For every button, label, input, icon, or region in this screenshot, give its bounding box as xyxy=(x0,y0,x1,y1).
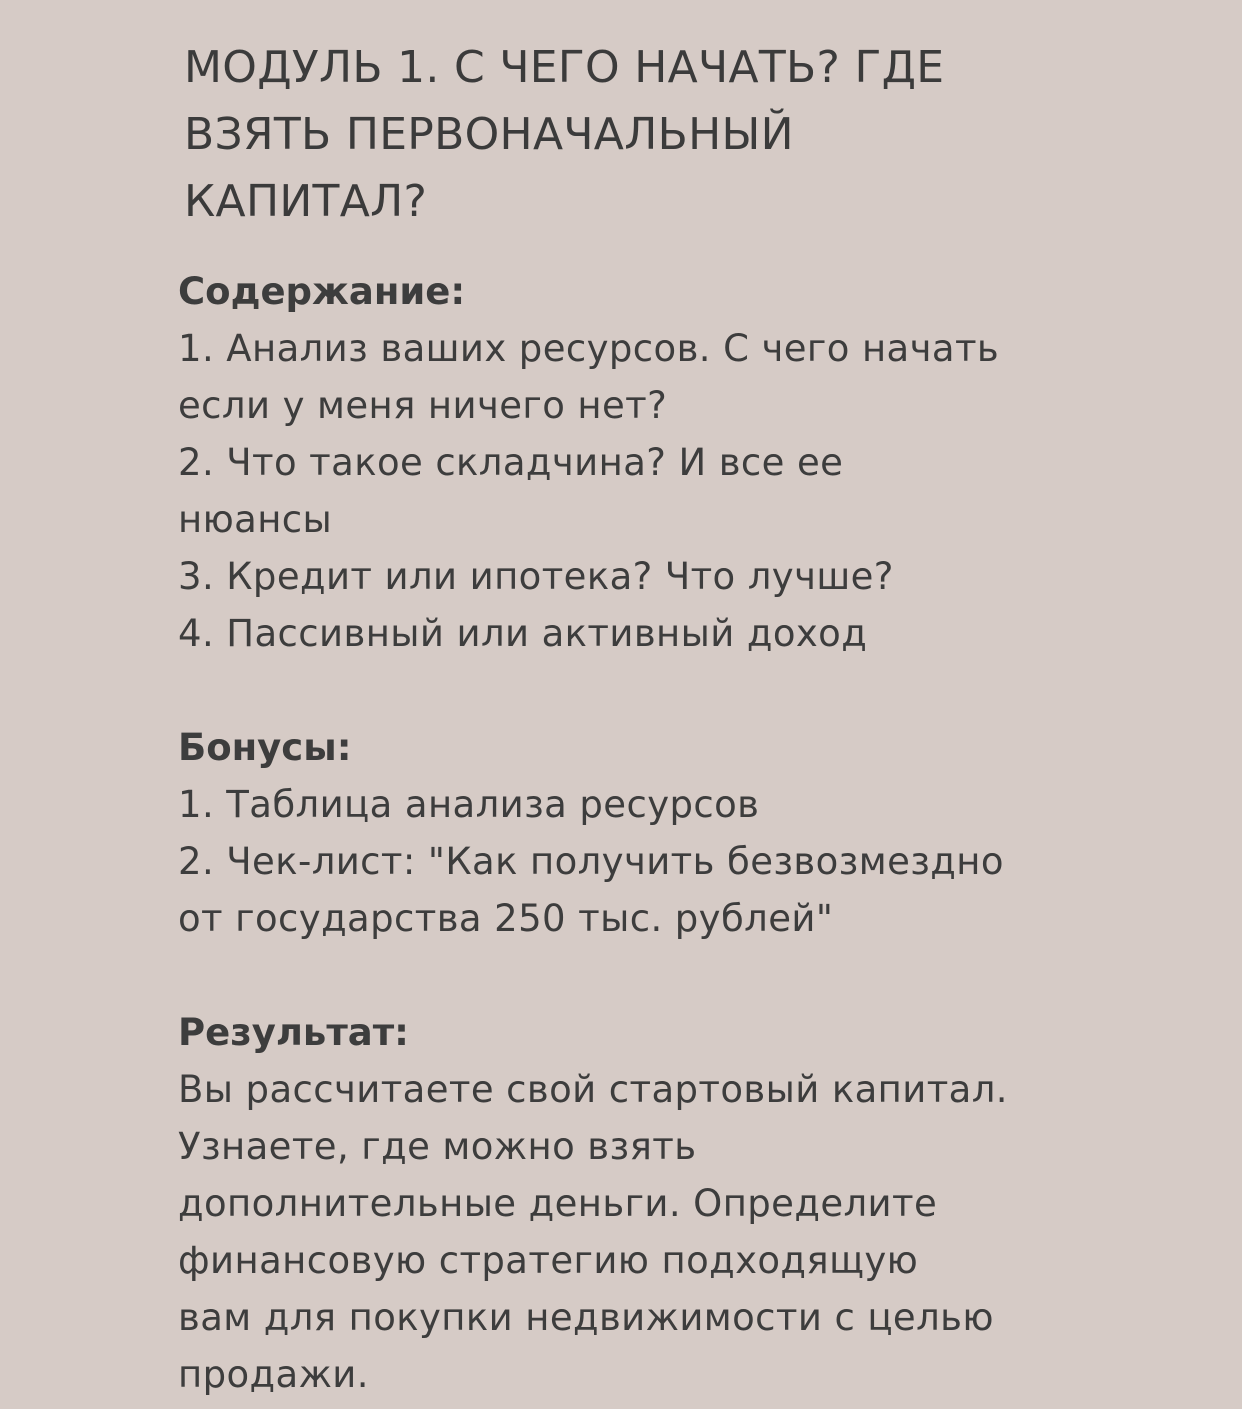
module-title-line: КАПИТАЛ? xyxy=(184,176,428,227)
bonus-line: 1. Таблица анализа ресурсов xyxy=(178,783,760,826)
contents-section xyxy=(178,263,1098,662)
contents-line: 1. Анализ ваших ресурсов. С чего начать xyxy=(178,327,1000,370)
section-spacer xyxy=(178,662,1098,719)
bonus-line: 2. Чек-лист: "Как получить безвозмездно xyxy=(178,840,1004,883)
result-section xyxy=(178,1004,1098,1403)
contents-line: 4. Пассивный или активный доход xyxy=(178,612,868,655)
section-spacer xyxy=(178,947,1098,1004)
module-title xyxy=(184,34,1104,235)
contents-line: 3. Кредит или ипотека? Что лучше? xyxy=(178,555,894,598)
result-line: Вы рассчитаете свой стартовый капитал. xyxy=(178,1068,1008,1111)
contents-line: нюансы xyxy=(178,498,333,541)
result-line: вам для покупки недвижимости с целью xyxy=(178,1296,994,1339)
contents-line: если у меня ничего нет? xyxy=(178,384,668,427)
module-title-line: ВЗЯТЬ ПЕРВОНАЧАЛЬНЫЙ xyxy=(184,109,794,160)
result-line: финансовую стратегию подходящую xyxy=(178,1239,919,1282)
result-line: дополнительные деньги. Определите xyxy=(178,1182,938,1225)
contents-heading: Содержание: xyxy=(178,270,466,313)
contents-line: 2. Что такое складчина? И все ее xyxy=(178,441,844,484)
result-heading: Результат: xyxy=(178,1011,409,1054)
module-content xyxy=(178,263,1098,1403)
result-line: продажи. xyxy=(178,1353,369,1396)
bonus-line: от государства 250 тыс. рублей" xyxy=(178,897,834,940)
result-line: Узнаете, где можно взять xyxy=(178,1125,697,1168)
bonuses-section xyxy=(178,719,1098,947)
bonuses-heading: Бонусы: xyxy=(178,726,352,769)
module-title-line: МОДУЛЬ 1. С ЧЕГО НАЧАТЬ? ГДЕ xyxy=(184,42,945,93)
